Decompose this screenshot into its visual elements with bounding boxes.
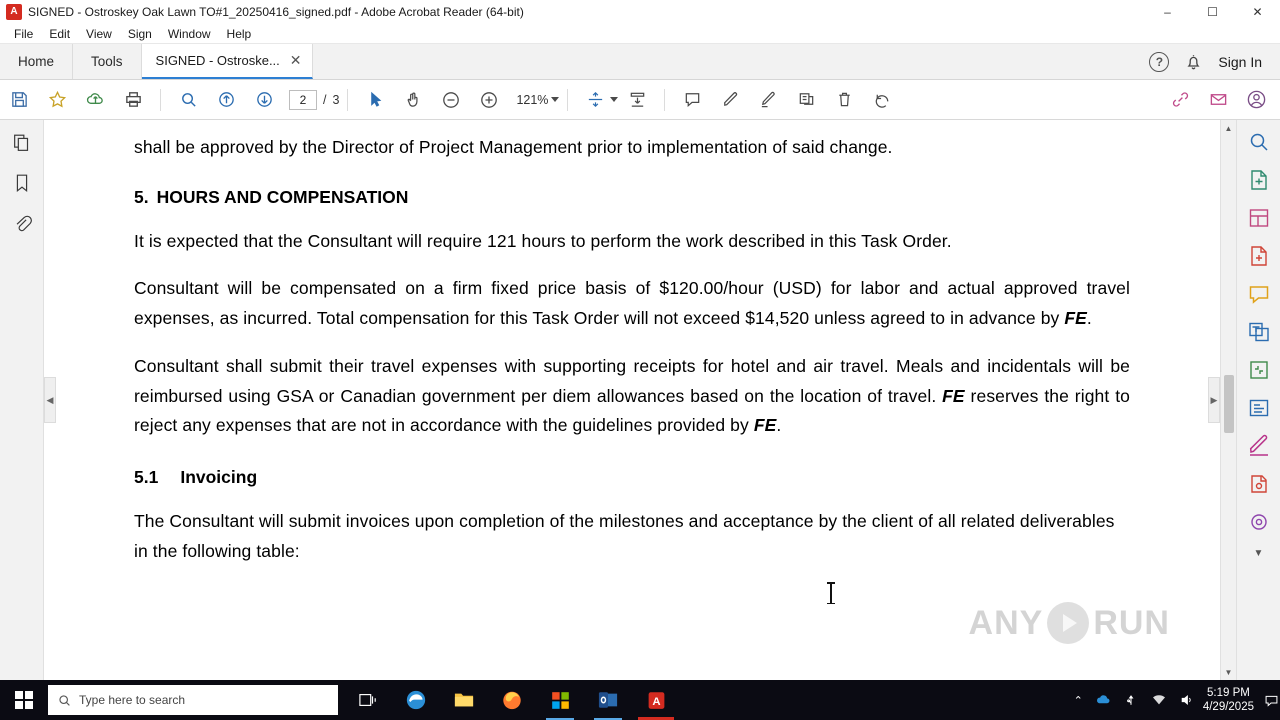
maximize-button[interactable]: ☐ [1207,4,1218,19]
comment-icon[interactable] [1245,280,1273,308]
firefox-icon[interactable] [488,680,536,720]
onedrive-icon[interactable] [1095,692,1111,708]
zoom-select-icon[interactable] [172,84,204,116]
minimize-button[interactable]: – [1164,4,1171,19]
paragraph-travel-expenses [134,352,1130,441]
menu-edit[interactable]: Edit [49,26,71,41]
question-circle-icon[interactable]: ? [1149,52,1169,72]
menu-window[interactable]: Window [167,26,211,41]
tab-tools[interactable]: Tools [73,44,142,79]
document-area [0,120,1280,680]
acrobat-icon: A [6,4,22,20]
bookmark-icon[interactable] [9,170,35,196]
text-run: . [1086,308,1092,329]
translate-icon[interactable] [1245,318,1273,346]
tools-rail [1236,120,1280,680]
compress-pdf-icon[interactable] [1245,356,1273,384]
page-separator: / [323,92,327,107]
scrollbar-thumb[interactable] [1224,375,1234,433]
zoom-level: 121% [516,92,549,107]
fit-page-icon[interactable] [579,84,611,116]
text-run: Consultant shall submit their travel expenses with supporting receipts for hotel and air travel. Meals and incidentals will be reimbursed using GSA or Canadian government per diem allowances based on the location of travel. [134,355,1130,406]
clock-date: 4/29/2025 [1202,701,1254,713]
edit-pdf-icon[interactable] [1245,394,1273,422]
play-icon [1047,602,1089,644]
search-icon [58,694,71,707]
store-icon[interactable] [536,680,584,720]
fill-sign-icon[interactable] [1245,432,1273,460]
fit-dropdown-chevron-down-icon[interactable] [610,97,618,102]
scroll-down-button[interactable]: ▼ [1224,667,1233,677]
close-button[interactable]: ✕ [1252,4,1263,19]
outlook-icon[interactable] [584,680,632,720]
notification-icon[interactable] [1264,693,1280,708]
emphasis-fe: FE [1064,308,1087,329]
text-run: Consultant will be compensated on a firm fixed price basis of $120.00/hour (USD) for labor and actual approved travel expenses, as incurred. Total compensation for this Task Order will not exceed $14,520 unless agreed to in advance by [134,278,1130,329]
network-icon[interactable] [1151,692,1167,708]
email-icon[interactable] [1202,84,1234,116]
hand-icon[interactable] [397,84,429,116]
anyrun-watermark [969,602,1170,644]
heading-text: HOURS AND COMPENSATION [156,186,409,207]
watermark-left-text: ANY [968,603,1044,642]
print-icon[interactable] [117,84,149,116]
text-run: . [776,415,782,436]
star-icon[interactable] [41,84,73,116]
paragraph-expected-hours: It is expected that the Consultant will require 121 hours to perform the work described in this Task Order. [134,230,952,251]
bell-icon[interactable] [1185,53,1202,71]
volume-icon[interactable] [1179,692,1195,708]
link-icon[interactable] [1164,84,1196,116]
subheading-text: Invoicing [180,466,258,487]
scroll-up-button[interactable]: ▲ [1224,123,1233,133]
file-explorer-icon[interactable] [440,680,488,720]
emphasis-fe: FE [942,385,965,406]
text-run: reserves the right to reject any expenses that are not in accordance with the guidelines provided by [134,385,1130,436]
paragraph-change-approval: shall be approved by the Director of Project Management prior to implementation of said change. [134,137,893,157]
page-thumbnails-icon[interactable] [9,130,35,156]
edge-icon[interactable] [392,680,440,720]
subheading-invoicing [134,465,1130,489]
clock[interactable] [1203,686,1264,714]
usb-icon[interactable] [1123,692,1139,708]
freehand-draw-icon[interactable] [752,84,784,116]
vertical-scrollbar[interactable] [1220,120,1236,680]
pdf-page[interactable] [44,120,1220,680]
close-icon[interactable]: ✕ [289,52,302,68]
pdf-viewer[interactable] [44,120,1220,680]
emphasis-fe: FE [753,415,777,436]
arrow-up-icon[interactable] [210,84,242,116]
subheading-number: 5.1 [134,466,159,487]
more-tools-icon[interactable] [1245,508,1273,536]
page-total: 3 [332,92,340,107]
page-navigation [289,90,339,110]
tab-document-label: SIGNED - Ostroske... [155,53,280,68]
menu-bar [0,24,1280,44]
windows-start-icon[interactable] [0,680,48,720]
arrow-down-icon[interactable] [248,84,280,116]
sign-in-button[interactable]: Sign In [1218,53,1262,70]
tray-chevron-up-icon[interactable]: ⌃ [1073,694,1083,707]
menu-sign[interactable]: Sign [127,26,152,41]
title-bar [0,0,1280,24]
tab-document[interactable] [142,44,313,79]
stamp-icon[interactable] [790,84,822,116]
toolbar [0,80,1280,120]
left-navigation-rail [0,120,44,680]
tab-bar [0,44,1280,80]
task-view-icon[interactable] [344,680,392,720]
menu-file[interactable]: File [14,26,34,41]
tab-home[interactable]: Home [0,44,73,79]
document-text [134,120,1130,566]
collapse-right-panel-button[interactable]: ▶ [1208,377,1220,423]
windows-taskbar [0,680,1280,720]
zoom-out-icon[interactable] [435,84,467,116]
upload-cloud-icon[interactable] [79,84,111,116]
page-number-input[interactable]: 2 [289,90,317,110]
attachment-icon[interactable] [9,210,35,236]
organize-pages-icon[interactable] [1245,204,1273,232]
search-placeholder: Type here to search [79,693,186,707]
acrobat-icon[interactable] [632,680,680,720]
comment-icon[interactable] [676,84,708,116]
user-account-icon[interactable] [1240,84,1272,116]
text-cursor [830,582,832,604]
cursor-arrow-icon[interactable] [359,84,391,116]
collapse-left-panel-button[interactable]: ◀ [44,377,56,423]
page-scroll-icon[interactable] [621,84,653,116]
export-pdf-icon[interactable] [1245,166,1273,194]
heading-number: 5. [134,186,149,207]
clock-time: 5:19 PM [1207,687,1250,699]
paragraph-invoices: The Consultant will submit invoices upon completion of the milestones and acceptance by the client of all related deliverables in the following table: [134,510,1115,561]
heading-hours-and-compensation [134,185,1130,209]
protect-icon[interactable] [1245,470,1273,498]
menu-view[interactable]: View [86,26,112,41]
chevron-down-icon[interactable] [551,97,559,102]
chevron-down-icon[interactable]: ▼ [1253,548,1264,559]
menu-help[interactable]: Help [226,26,252,41]
trash-icon[interactable] [828,84,860,116]
paragraph-compensation [134,274,1130,333]
zoom-control[interactable] [514,93,559,107]
watermark-right-text: RUN [1093,603,1170,642]
window-title: SIGNED - Ostroskey Oak Lawn TO#1_20250416_signed.pdf - Adobe Acrobat Reader (64-bit) [28,4,524,19]
highlight-pen-icon[interactable] [714,84,746,116]
search-input[interactable] [48,685,338,715]
save-icon[interactable] [3,84,35,116]
search-document-icon[interactable] [1245,128,1273,156]
create-pdf-icon[interactable] [1245,242,1273,270]
zoom-in-icon[interactable] [473,84,505,116]
system-tray [1074,692,1203,708]
svg-text:A: A [651,695,661,708]
undo-icon[interactable] [866,84,898,116]
